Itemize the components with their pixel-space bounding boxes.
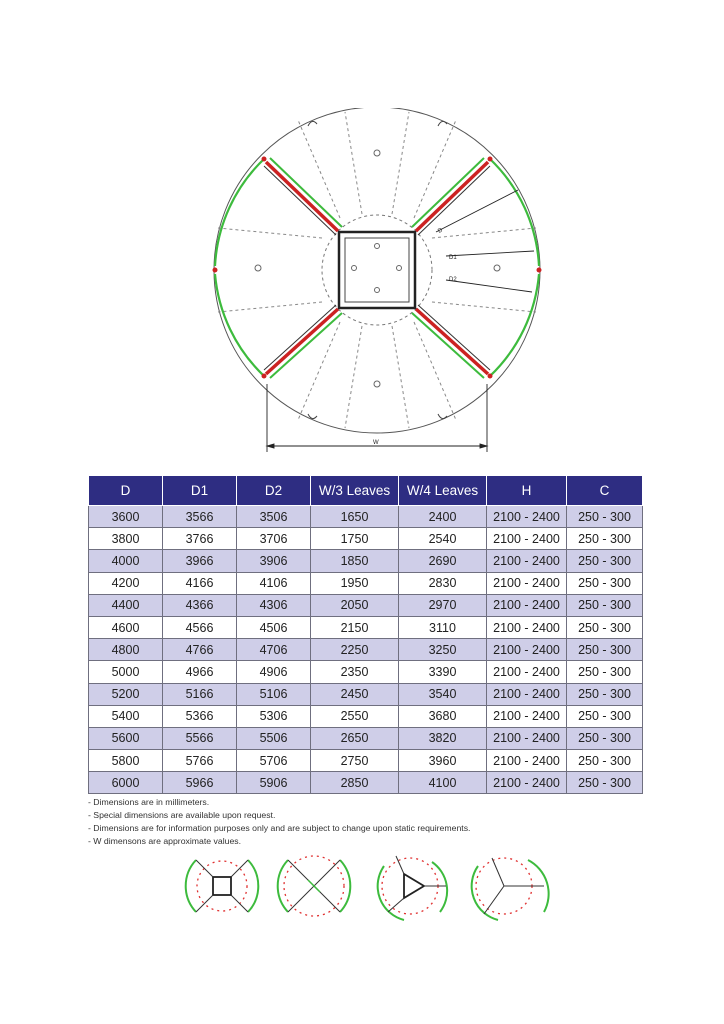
table-cell: 2100 - 2400 — [487, 528, 567, 550]
table-cell: 2100 - 2400 — [487, 572, 567, 594]
table-cell: 5106 — [237, 683, 311, 705]
table-row — [89, 639, 643, 661]
table-cell: 4100 — [399, 772, 487, 794]
dimensions-table — [88, 475, 643, 794]
table-row — [89, 594, 643, 616]
table-cell: 3966 — [163, 550, 237, 572]
table-cell: 4366 — [163, 594, 237, 616]
col-header-c: C — [567, 476, 643, 506]
table-cell: 4306 — [237, 594, 311, 616]
table-cell: 250 - 300 — [567, 572, 643, 594]
table-cell: 250 - 300 — [567, 506, 643, 528]
dimension-lines — [267, 190, 534, 452]
table-cell: 5966 — [163, 772, 237, 794]
table-cell: 2850 — [311, 772, 399, 794]
table-cell: 2100 - 2400 — [487, 616, 567, 638]
table-cell: 4000 — [89, 550, 163, 572]
table-row — [89, 750, 643, 772]
table-cell: 1950 — [311, 572, 399, 594]
table-cell: 3250 — [399, 639, 487, 661]
table-row — [89, 727, 643, 749]
outer-drum-circle — [214, 108, 540, 433]
table-cell: 250 - 300 — [567, 705, 643, 727]
table-cell: 250 - 300 — [567, 550, 643, 572]
table-cell: 4706 — [237, 639, 311, 661]
config-square-core-icon — [186, 860, 259, 912]
table-cell: 2970 — [399, 594, 487, 616]
table-cell: 5166 — [163, 683, 237, 705]
table-cell: 5200 — [89, 683, 163, 705]
table-cell: 2100 - 2400 — [487, 705, 567, 727]
table-cell: 4966 — [163, 661, 237, 683]
table-cell: 4600 — [89, 616, 163, 638]
table-cell: 5366 — [163, 705, 237, 727]
col-header-d: D — [89, 476, 163, 506]
table-cell: 2100 - 2400 — [487, 506, 567, 528]
table-cell: 3110 — [399, 616, 487, 638]
table-cell: 3960 — [399, 750, 487, 772]
dim-label-d2: D2 — [449, 277, 457, 283]
table-cell: 250 - 300 — [567, 772, 643, 794]
green-seal-arcs — [215, 159, 539, 376]
table-row — [89, 572, 643, 594]
table-row — [89, 772, 643, 794]
dim-label-d: D — [437, 227, 444, 235]
note-item: - Special dimensions are available upon request. — [88, 810, 276, 820]
table-cell: 3680 — [399, 705, 487, 727]
table-cell: 3390 — [399, 661, 487, 683]
table-cell: 1750 — [311, 528, 399, 550]
note-item: - W dimensons are approximate values. — [88, 836, 242, 846]
table-cell: 2050 — [311, 594, 399, 616]
table-cell: 2690 — [399, 550, 487, 572]
table-cell: 2100 - 2400 — [487, 750, 567, 772]
table-cell: 5766 — [163, 750, 237, 772]
table-cell: 2750 — [311, 750, 399, 772]
table-cell: 2100 - 2400 — [487, 661, 567, 683]
table-cell: 4200 — [89, 572, 163, 594]
table-cell: 3906 — [237, 550, 311, 572]
table-cell: 250 - 300 — [567, 528, 643, 550]
col-header-d2: D2 — [237, 476, 311, 506]
table-cell: 5800 — [89, 750, 163, 772]
table-cell: 3766 — [163, 528, 237, 550]
table-cell: 4566 — [163, 616, 237, 638]
table-cell: 4766 — [163, 639, 237, 661]
table-cell: 2100 - 2400 — [487, 594, 567, 616]
table-cell: 5400 — [89, 705, 163, 727]
table-cell: 2540 — [399, 528, 487, 550]
col-header-w4: W/4 Leaves — [399, 476, 487, 506]
table-cell: 2350 — [311, 661, 399, 683]
dim-label-w: W — [373, 440, 379, 446]
config-triangle-core-icon — [378, 856, 447, 920]
table-cell: 5600 — [89, 727, 163, 749]
table-cell: 2100 - 2400 — [487, 639, 567, 661]
table-cell: 250 - 300 — [567, 661, 643, 683]
table-cell: 6000 — [89, 772, 163, 794]
table-row — [89, 550, 643, 572]
table-cell: 3706 — [237, 528, 311, 550]
table-cell: 3506 — [237, 506, 311, 528]
leaf-configuration-diagrams — [180, 852, 550, 922]
notes-list — [88, 796, 470, 848]
table-cell: 5000 — [89, 661, 163, 683]
table-cell: 2830 — [399, 572, 487, 594]
table-cell: 5306 — [237, 705, 311, 727]
table-cell: 3800 — [89, 528, 163, 550]
table-row — [89, 661, 643, 683]
col-header-w3: W/3 Leaves — [311, 476, 399, 506]
config-cross-icon — [278, 856, 351, 916]
table-header-row — [89, 476, 643, 506]
table-cell: 5506 — [237, 727, 311, 749]
table-cell: 5706 — [237, 750, 311, 772]
table-cell: 250 - 300 — [567, 639, 643, 661]
table-cell: 2450 — [311, 683, 399, 705]
table-cell: 3820 — [399, 727, 487, 749]
table-cell: 2550 — [311, 705, 399, 727]
table-cell: 3540 — [399, 683, 487, 705]
table-row — [89, 506, 643, 528]
table-row — [89, 705, 643, 727]
dim-label-d1: D1 — [449, 255, 457, 261]
table-cell: 4400 — [89, 594, 163, 616]
table-cell: 2100 - 2400 — [487, 727, 567, 749]
table-cell: 4800 — [89, 639, 163, 661]
table-cell: 2400 — [399, 506, 487, 528]
table-cell: 1850 — [311, 550, 399, 572]
table-cell: 2650 — [311, 727, 399, 749]
table-row — [89, 683, 643, 705]
revolving-door-plan-drawing — [190, 108, 560, 456]
note-item: - Dimensions are for information purposes only and are subject to change upon static requirements. — [88, 823, 471, 833]
table-cell: 4906 — [237, 661, 311, 683]
table-cell: 250 - 300 — [567, 616, 643, 638]
table-cell: 2150 — [311, 616, 399, 638]
table-cell: 4166 — [163, 572, 237, 594]
table-cell: 1650 — [311, 506, 399, 528]
table-cell: 5566 — [163, 727, 237, 749]
table-cell: 4506 — [237, 616, 311, 638]
col-header-d1: D1 — [163, 476, 237, 506]
table-cell: 3600 — [89, 506, 163, 528]
table-cell: 4106 — [237, 572, 311, 594]
table-cell: 5906 — [237, 772, 311, 794]
config-star-icon — [472, 858, 549, 920]
table-cell: 250 - 300 — [567, 750, 643, 772]
table-cell: 250 - 300 — [567, 594, 643, 616]
table-row — [89, 528, 643, 550]
table-cell: 3566 — [163, 506, 237, 528]
note-item: - Dimensions are in millimeters. — [88, 797, 210, 807]
table-cell: 2250 — [311, 639, 399, 661]
col-header-h: H — [487, 476, 567, 506]
table-cell: 2100 - 2400 — [487, 550, 567, 572]
table-cell: 2100 - 2400 — [487, 683, 567, 705]
table-cell: 250 - 300 — [567, 727, 643, 749]
door-leaves — [264, 158, 490, 378]
table-row — [89, 616, 643, 638]
table-cell: 2100 - 2400 — [487, 772, 567, 794]
table-cell: 250 - 300 — [567, 683, 643, 705]
